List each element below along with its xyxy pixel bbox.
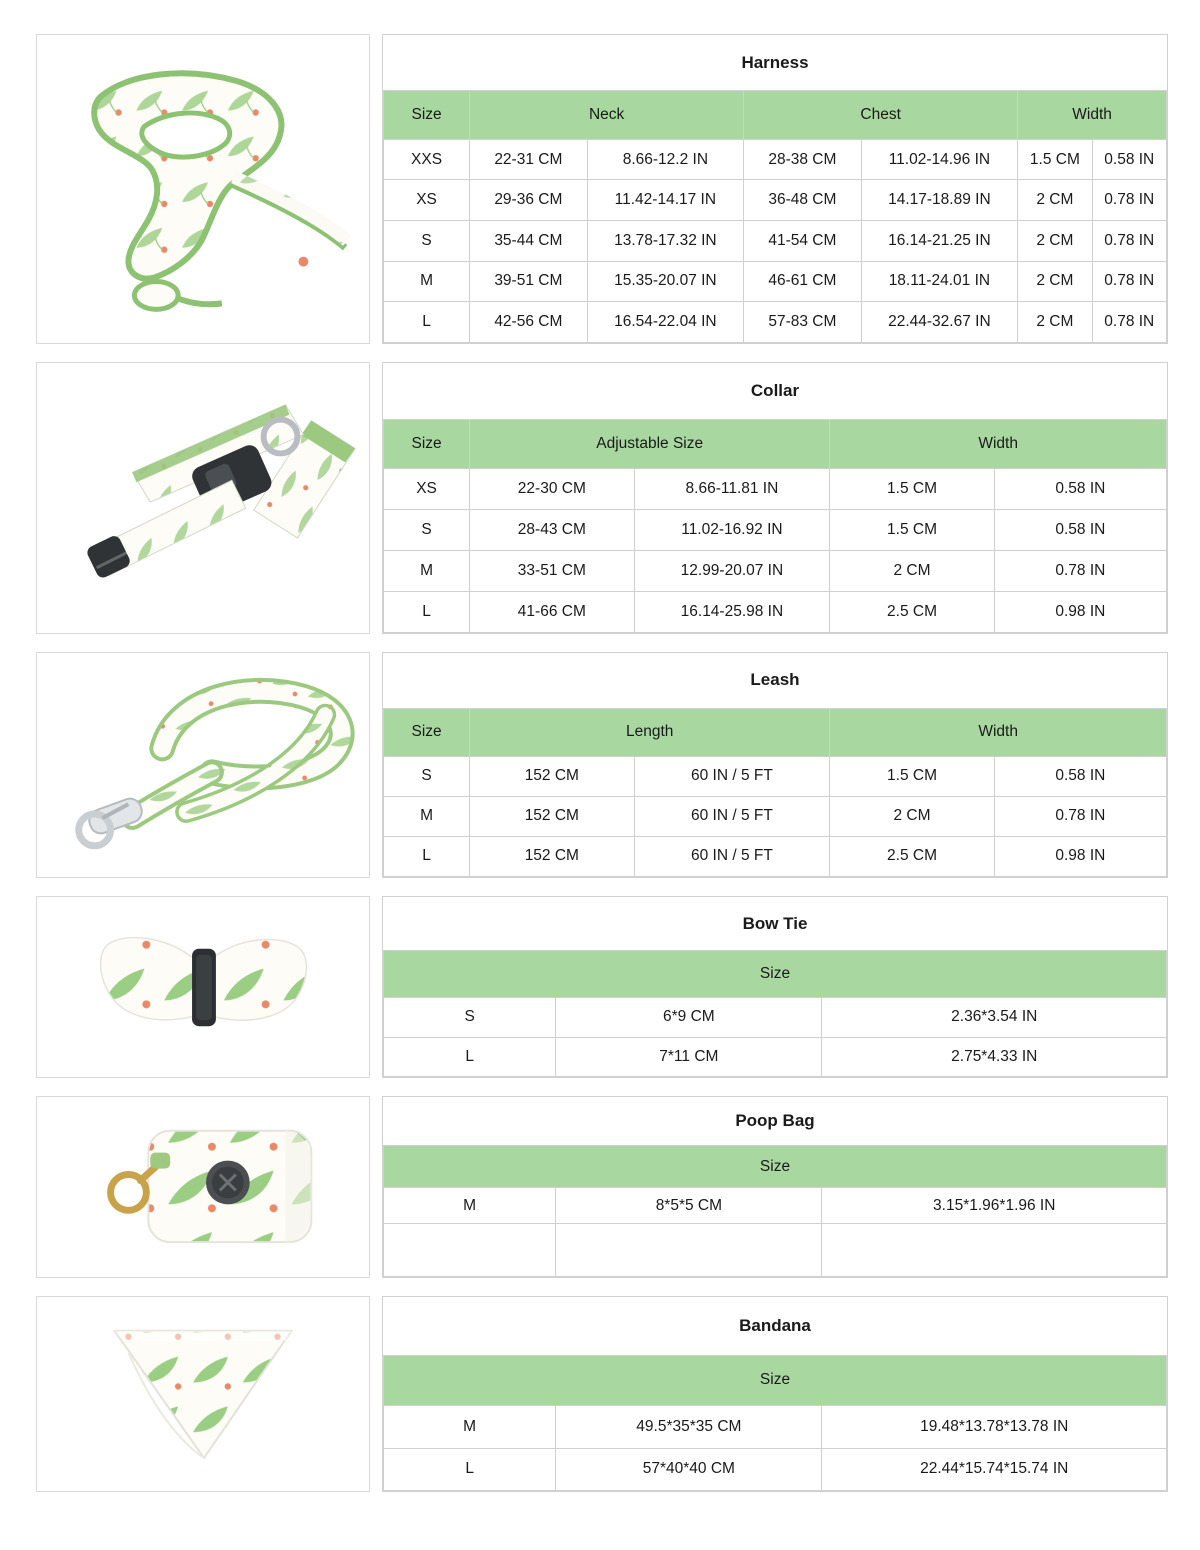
cell-width-in: 0.58 IN bbox=[994, 468, 1166, 509]
header-adjustable-size: Adjustable Size bbox=[470, 419, 830, 468]
cell-width-in: 0.78 IN bbox=[1092, 302, 1166, 343]
header-length: Length bbox=[470, 708, 830, 756]
cell-size: M bbox=[384, 796, 470, 836]
cell-length-in: 60 IN / 5 FT bbox=[634, 756, 830, 796]
collar-title: Collar bbox=[384, 363, 1167, 419]
cell-chest-in: 14.17-18.89 IN bbox=[861, 180, 1018, 221]
poopbag-table-wrap bbox=[382, 1096, 1168, 1278]
cell-size: S bbox=[384, 509, 470, 550]
table-header-row bbox=[384, 91, 1167, 140]
cell-chest-cm: 46-61 CM bbox=[744, 261, 861, 302]
cell-size-cm: 7*11 CM bbox=[556, 1037, 822, 1076]
poop-bag-illustration bbox=[37, 1097, 369, 1278]
header-size: Size bbox=[384, 951, 1167, 998]
cell-width-cm: 1.5 CM bbox=[830, 756, 994, 796]
cell-size: S bbox=[384, 756, 470, 796]
section-harness bbox=[36, 34, 1168, 344]
cell-neck-in: 11.42-14.17 IN bbox=[587, 180, 744, 221]
cell-width-in: 0.78 IN bbox=[1092, 180, 1166, 221]
table-row bbox=[384, 756, 1167, 796]
bowtie-table bbox=[383, 897, 1167, 1077]
table-title-row bbox=[384, 35, 1167, 91]
poopbag-title: Poop Bag bbox=[384, 1097, 1167, 1146]
table-row bbox=[384, 139, 1167, 180]
header-size: Size bbox=[384, 91, 470, 140]
cell-width-in: 0.98 IN bbox=[994, 591, 1166, 632]
table-row bbox=[384, 1037, 1167, 1076]
cell-size: L bbox=[384, 591, 470, 632]
bowtie-title: Bow Tie bbox=[384, 897, 1167, 951]
cell-chest-in: 18.11-24.01 IN bbox=[861, 261, 1018, 302]
table-header-row bbox=[384, 951, 1167, 998]
cell-chest-in: 16.14-21.25 IN bbox=[861, 221, 1018, 262]
cell-chest-in: 11.02-14.96 IN bbox=[861, 139, 1018, 180]
leash-title: Leash bbox=[384, 653, 1167, 708]
cell-size: M bbox=[384, 550, 470, 591]
bandana-table bbox=[383, 1297, 1167, 1491]
section-collar bbox=[36, 362, 1168, 634]
cell-neck-cm: 29-36 CM bbox=[470, 180, 587, 221]
cell-size-cm bbox=[556, 1224, 822, 1277]
table-row bbox=[384, 221, 1167, 262]
poop-bag-photo bbox=[36, 1096, 370, 1278]
cell-width-in: 0.78 IN bbox=[1092, 261, 1166, 302]
cell-width-cm: 2.5 CM bbox=[830, 591, 994, 632]
cell-adj-in: 12.99-20.07 IN bbox=[634, 550, 830, 591]
collar-illustration bbox=[37, 363, 369, 633]
cell-width-cm: 2 CM bbox=[1018, 302, 1092, 343]
table-header-row bbox=[384, 419, 1167, 468]
cell-adj-in: 8.66-11.81 IN bbox=[634, 468, 830, 509]
table-title-row bbox=[384, 1097, 1167, 1146]
harness-photo bbox=[36, 34, 370, 344]
cell-size-in: 2.36*3.54 IN bbox=[822, 998, 1167, 1037]
header-neck: Neck bbox=[470, 91, 744, 140]
cell-neck-in: 8.66-12.2 IN bbox=[587, 139, 744, 180]
table-title-row bbox=[384, 1297, 1167, 1355]
header-width: Width bbox=[830, 419, 1167, 468]
cell-size-cm: 57*40*40 CM bbox=[556, 1448, 822, 1490]
cell-size: L bbox=[384, 836, 470, 876]
table-row bbox=[384, 998, 1167, 1037]
table-row bbox=[384, 1406, 1167, 1448]
header-width: Width bbox=[1018, 91, 1167, 140]
table-row bbox=[384, 1188, 1167, 1224]
harness-table-wrap bbox=[382, 34, 1168, 344]
cell-length-cm: 152 CM bbox=[470, 756, 634, 796]
cell-neck-cm: 35-44 CM bbox=[470, 221, 587, 262]
cell-width-cm: 2 CM bbox=[1018, 221, 1092, 262]
cell-chest-in: 22.44-32.67 IN bbox=[861, 302, 1018, 343]
table-title-row bbox=[384, 653, 1167, 708]
collar-table-wrap bbox=[382, 362, 1168, 634]
harness-illustration bbox=[37, 35, 369, 343]
collar-table bbox=[383, 363, 1167, 633]
table-title-row bbox=[384, 363, 1167, 419]
cell-size: XS bbox=[384, 180, 470, 221]
collar-photo bbox=[36, 362, 370, 634]
table-row bbox=[384, 509, 1167, 550]
cell-width-in: 0.58 IN bbox=[994, 509, 1166, 550]
cell-length-cm: 152 CM bbox=[470, 836, 634, 876]
cell-width-in: 0.78 IN bbox=[994, 796, 1166, 836]
cell-size: M bbox=[384, 1406, 556, 1448]
section-bandana bbox=[36, 1296, 1168, 1492]
cell-width-cm: 2 CM bbox=[830, 550, 994, 591]
cell-chest-cm: 57-83 CM bbox=[744, 302, 861, 343]
cell-size-cm: 8*5*5 CM bbox=[556, 1188, 822, 1224]
cell-size: M bbox=[384, 261, 470, 302]
cell-size: M bbox=[384, 1188, 556, 1224]
cell-width-in: 0.78 IN bbox=[994, 550, 1166, 591]
table-row bbox=[384, 796, 1167, 836]
table-row bbox=[384, 180, 1167, 221]
cell-size: XXS bbox=[384, 139, 470, 180]
section-poopbag bbox=[36, 1096, 1168, 1278]
section-bowtie bbox=[36, 896, 1168, 1078]
cell-width-cm: 1.5 CM bbox=[830, 468, 994, 509]
cell-adj-in: 16.14-25.98 IN bbox=[634, 591, 830, 632]
cell-adj-cm: 22-30 CM bbox=[470, 468, 634, 509]
cell-neck-in: 13.78-17.32 IN bbox=[587, 221, 744, 262]
section-leash bbox=[36, 652, 1168, 878]
table-header-row bbox=[384, 1355, 1167, 1406]
bandana-table-wrap bbox=[382, 1296, 1168, 1492]
cell-size-in bbox=[822, 1224, 1167, 1277]
header-size: Size bbox=[384, 419, 470, 468]
bow-tie-photo bbox=[36, 896, 370, 1078]
cell-size: L bbox=[384, 1448, 556, 1490]
cell-adj-cm: 28-43 CM bbox=[470, 509, 634, 550]
cell-size: S bbox=[384, 998, 556, 1037]
cell-width-in: 0.58 IN bbox=[1092, 139, 1166, 180]
poopbag-table bbox=[383, 1097, 1167, 1277]
cell-width-cm: 2 CM bbox=[1018, 180, 1092, 221]
cell-neck-in: 16.54-22.04 IN bbox=[587, 302, 744, 343]
cell-neck-cm: 39-51 CM bbox=[470, 261, 587, 302]
table-row bbox=[384, 261, 1167, 302]
table-title-row bbox=[384, 897, 1167, 951]
cell-size-cm: 49.5*35*35 CM bbox=[556, 1406, 822, 1448]
cell-width-in: 0.58 IN bbox=[994, 756, 1166, 796]
cell-width-cm: 1.5 CM bbox=[1018, 139, 1092, 180]
header-size: Size bbox=[384, 1146, 1167, 1188]
cell-width-cm: 2.5 CM bbox=[830, 836, 994, 876]
table-row bbox=[384, 836, 1167, 876]
cell-size: L bbox=[384, 1037, 556, 1076]
cell-adj-cm: 33-51 CM bbox=[470, 550, 634, 591]
header-size: Size bbox=[384, 1355, 1167, 1406]
cell-chest-cm: 41-54 CM bbox=[744, 221, 861, 262]
harness-table bbox=[383, 35, 1167, 343]
cell-length-in: 60 IN / 5 FT bbox=[634, 796, 830, 836]
header-chest: Chest bbox=[744, 91, 1018, 140]
header-width: Width bbox=[830, 708, 1167, 756]
cell-width-cm: 2 CM bbox=[830, 796, 994, 836]
cell-chest-cm: 28-38 CM bbox=[744, 139, 861, 180]
table-header-row bbox=[384, 708, 1167, 756]
cell-width-cm: 2 CM bbox=[1018, 261, 1092, 302]
bowtie-table-wrap bbox=[382, 896, 1168, 1078]
cell-width-in: 0.98 IN bbox=[994, 836, 1166, 876]
leash-photo bbox=[36, 652, 370, 878]
table-header-row bbox=[384, 1146, 1167, 1188]
cell-size-in: 3.15*1.96*1.96 IN bbox=[822, 1188, 1167, 1224]
table-row bbox=[384, 1448, 1167, 1490]
cell-neck-cm: 22-31 CM bbox=[470, 139, 587, 180]
leash-table bbox=[383, 653, 1167, 877]
table-row bbox=[384, 591, 1167, 632]
cell-size: XS bbox=[384, 468, 470, 509]
cell-size bbox=[384, 1224, 556, 1277]
cell-size-cm: 6*9 CM bbox=[556, 998, 822, 1037]
cell-size-in: 19.48*13.78*13.78 IN bbox=[822, 1406, 1167, 1448]
cell-chest-cm: 36-48 CM bbox=[744, 180, 861, 221]
harness-title: Harness bbox=[384, 35, 1167, 91]
cell-adj-in: 11.02-16.92 IN bbox=[634, 509, 830, 550]
cell-length-in: 60 IN / 5 FT bbox=[634, 836, 830, 876]
table-row bbox=[384, 468, 1167, 509]
bandana-photo bbox=[36, 1296, 370, 1492]
cell-size-in: 2.75*4.33 IN bbox=[822, 1037, 1167, 1076]
cell-size: S bbox=[384, 221, 470, 262]
cell-neck-cm: 42-56 CM bbox=[470, 302, 587, 343]
cell-length-cm: 152 CM bbox=[470, 796, 634, 836]
cell-width-in: 0.78 IN bbox=[1092, 221, 1166, 262]
leash-illustration bbox=[37, 653, 369, 878]
leash-table-wrap bbox=[382, 652, 1168, 878]
cell-adj-cm: 41-66 CM bbox=[470, 591, 634, 632]
bow-tie-illustration bbox=[37, 897, 369, 1078]
table-row bbox=[384, 550, 1167, 591]
cell-neck-in: 15.35-20.07 IN bbox=[587, 261, 744, 302]
table-row bbox=[384, 302, 1167, 343]
bandana-title: Bandana bbox=[384, 1297, 1167, 1355]
cell-width-cm: 1.5 CM bbox=[830, 509, 994, 550]
table-row-empty bbox=[384, 1224, 1167, 1277]
bandana-illustration bbox=[37, 1297, 369, 1492]
cell-size: L bbox=[384, 302, 470, 343]
cell-size-in: 22.44*15.74*15.74 IN bbox=[822, 1448, 1167, 1490]
header-size: Size bbox=[384, 708, 470, 756]
